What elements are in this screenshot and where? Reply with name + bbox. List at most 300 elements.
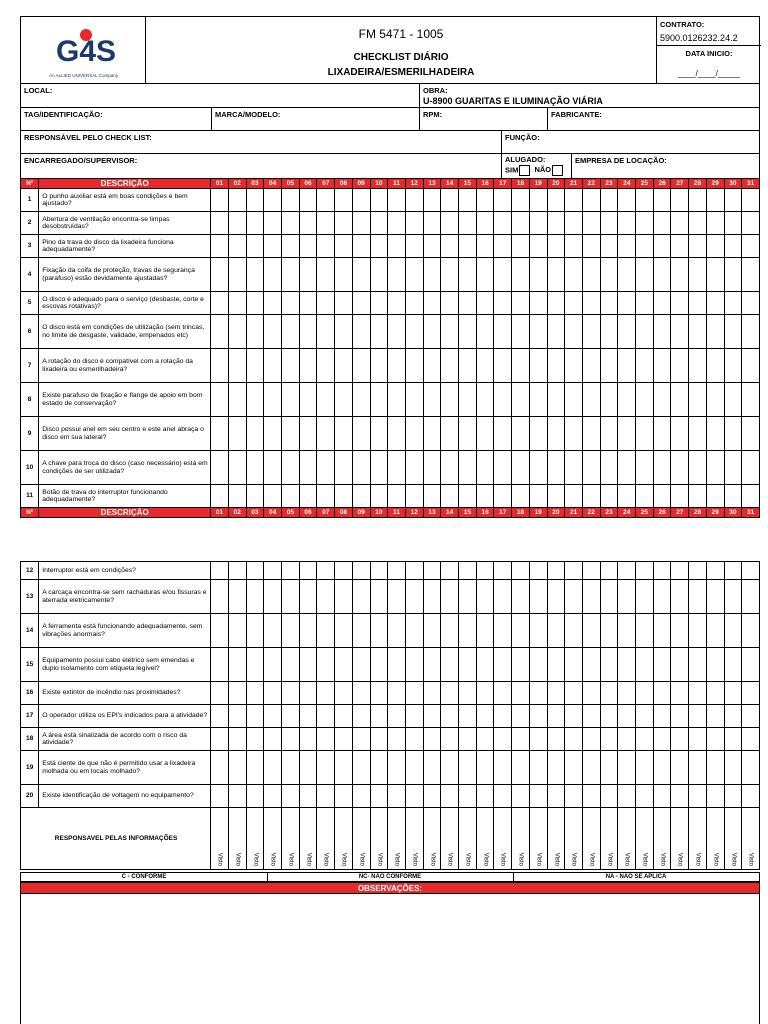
day-check-cell[interactable] — [671, 648, 689, 682]
day-check-cell[interactable] — [653, 258, 671, 292]
day-check-cell[interactable] — [689, 417, 707, 451]
day-check-cell[interactable] — [529, 580, 547, 614]
day-check-cell[interactable] — [211, 614, 229, 648]
day-check-cell[interactable] — [211, 451, 229, 485]
day-check-cell[interactable] — [228, 292, 246, 315]
day-check-cell[interactable] — [441, 728, 459, 751]
day-check-cell[interactable] — [724, 751, 742, 785]
day-check-cell[interactable] — [388, 292, 406, 315]
day-check-cell[interactable] — [742, 705, 760, 728]
day-check-cell[interactable] — [352, 212, 370, 235]
day-check-cell[interactable] — [600, 451, 618, 485]
day-check-cell[interactable] — [299, 785, 317, 808]
day-check-cell[interactable] — [352, 235, 370, 258]
day-check-cell[interactable] — [565, 451, 583, 485]
day-check-cell[interactable] — [228, 349, 246, 383]
day-check-cell[interactable] — [211, 580, 229, 614]
day-check-cell[interactable] — [335, 417, 353, 451]
day-check-cell[interactable] — [264, 580, 282, 614]
day-check-cell[interactable] — [388, 451, 406, 485]
day-check-cell[interactable] — [565, 258, 583, 292]
day-check-cell[interactable] — [653, 580, 671, 614]
day-check-cell[interactable] — [211, 562, 229, 580]
day-check-cell[interactable] — [441, 485, 459, 508]
day-check-cell[interactable] — [582, 258, 600, 292]
day-check-cell[interactable] — [388, 580, 406, 614]
day-check-cell[interactable] — [476, 751, 494, 785]
day-check-cell[interactable] — [335, 349, 353, 383]
visto-cell[interactable] — [388, 808, 406, 870]
day-check-cell[interactable] — [671, 614, 689, 648]
day-check-cell[interactable] — [441, 705, 459, 728]
day-check-cell[interactable] — [706, 189, 724, 212]
day-check-cell[interactable] — [228, 751, 246, 785]
day-check-cell[interactable] — [689, 562, 707, 580]
day-check-cell[interactable] — [582, 235, 600, 258]
day-check-cell[interactable] — [512, 235, 530, 258]
day-check-cell[interactable] — [405, 648, 423, 682]
day-check-cell[interactable] — [459, 485, 477, 508]
day-check-cell[interactable] — [352, 614, 370, 648]
day-check-cell[interactable] — [689, 258, 707, 292]
day-check-cell[interactable] — [246, 705, 264, 728]
day-check-cell[interactable] — [370, 580, 388, 614]
day-check-cell[interactable] — [281, 349, 299, 383]
day-check-cell[interactable] — [459, 258, 477, 292]
day-check-cell[interactable] — [228, 451, 246, 485]
day-check-cell[interactable] — [653, 785, 671, 808]
day-check-cell[interactable] — [671, 349, 689, 383]
day-check-cell[interactable] — [423, 212, 441, 235]
day-check-cell[interactable] — [512, 417, 530, 451]
day-check-cell[interactable] — [352, 682, 370, 705]
day-check-cell[interactable] — [299, 705, 317, 728]
day-check-cell[interactable] — [494, 614, 512, 648]
sim-checkbox[interactable] — [519, 165, 530, 176]
day-check-cell[interactable] — [441, 785, 459, 808]
day-check-cell[interactable] — [281, 383, 299, 417]
day-check-cell[interactable] — [529, 292, 547, 315]
day-check-cell[interactable] — [512, 682, 530, 705]
visto-cell[interactable] — [476, 808, 494, 870]
day-check-cell[interactable] — [653, 315, 671, 349]
day-check-cell[interactable] — [423, 292, 441, 315]
day-check-cell[interactable] — [317, 751, 335, 785]
day-check-cell[interactable] — [335, 189, 353, 212]
day-check-cell[interactable] — [211, 705, 229, 728]
day-check-cell[interactable] — [618, 451, 636, 485]
day-check-cell[interactable] — [370, 258, 388, 292]
day-check-cell[interactable] — [459, 189, 477, 212]
day-check-cell[interactable] — [636, 292, 654, 315]
day-check-cell[interactable] — [281, 189, 299, 212]
day-check-cell[interactable] — [264, 705, 282, 728]
day-check-cell[interactable] — [636, 189, 654, 212]
day-check-cell[interactable] — [706, 751, 724, 785]
day-check-cell[interactable] — [476, 383, 494, 417]
day-check-cell[interactable] — [653, 728, 671, 751]
day-check-cell[interactable] — [706, 258, 724, 292]
day-check-cell[interactable] — [441, 235, 459, 258]
day-check-cell[interactable] — [724, 728, 742, 751]
day-check-cell[interactable] — [281, 451, 299, 485]
day-check-cell[interactable] — [299, 315, 317, 349]
day-check-cell[interactable] — [423, 235, 441, 258]
day-check-cell[interactable] — [370, 705, 388, 728]
day-check-cell[interactable] — [653, 705, 671, 728]
day-check-cell[interactable] — [264, 315, 282, 349]
day-check-cell[interactable] — [512, 349, 530, 383]
day-check-cell[interactable] — [228, 485, 246, 508]
day-check-cell[interactable] — [405, 705, 423, 728]
day-check-cell[interactable] — [299, 292, 317, 315]
day-check-cell[interactable] — [706, 485, 724, 508]
nao-checkbox[interactable] — [552, 165, 563, 176]
day-check-cell[interactable] — [494, 189, 512, 212]
day-check-cell[interactable] — [441, 189, 459, 212]
day-check-cell[interactable] — [459, 315, 477, 349]
day-check-cell[interactable] — [264, 728, 282, 751]
visto-cell[interactable] — [724, 808, 742, 870]
day-check-cell[interactable] — [211, 417, 229, 451]
day-check-cell[interactable] — [724, 315, 742, 349]
day-check-cell[interactable] — [742, 485, 760, 508]
day-check-cell[interactable] — [352, 292, 370, 315]
day-check-cell[interactable] — [494, 258, 512, 292]
day-check-cell[interactable] — [706, 212, 724, 235]
day-check-cell[interactable] — [689, 189, 707, 212]
day-check-cell[interactable] — [582, 751, 600, 785]
visto-cell[interactable] — [423, 808, 441, 870]
day-check-cell[interactable] — [636, 235, 654, 258]
day-check-cell[interactable] — [281, 648, 299, 682]
day-check-cell[interactable] — [228, 212, 246, 235]
day-check-cell[interactable] — [299, 349, 317, 383]
day-check-cell[interactable] — [582, 383, 600, 417]
day-check-cell[interactable] — [565, 212, 583, 235]
day-check-cell[interactable] — [529, 349, 547, 383]
day-check-cell[interactable] — [618, 258, 636, 292]
day-check-cell[interactable] — [706, 580, 724, 614]
day-check-cell[interactable] — [512, 648, 530, 682]
day-check-cell[interactable] — [582, 212, 600, 235]
day-check-cell[interactable] — [582, 315, 600, 349]
day-check-cell[interactable] — [653, 417, 671, 451]
day-check-cell[interactable] — [476, 785, 494, 808]
day-check-cell[interactable] — [689, 751, 707, 785]
day-check-cell[interactable] — [370, 682, 388, 705]
day-check-cell[interactable] — [246, 383, 264, 417]
day-check-cell[interactable] — [441, 292, 459, 315]
day-check-cell[interactable] — [547, 751, 565, 785]
day-check-cell[interactable] — [317, 705, 335, 728]
day-check-cell[interactable] — [405, 580, 423, 614]
day-check-cell[interactable] — [317, 562, 335, 580]
day-check-cell[interactable] — [299, 682, 317, 705]
day-check-cell[interactable] — [228, 235, 246, 258]
day-check-cell[interactable] — [618, 728, 636, 751]
day-check-cell[interactable] — [742, 728, 760, 751]
day-check-cell[interactable] — [281, 235, 299, 258]
day-check-cell[interactable] — [671, 212, 689, 235]
day-check-cell[interactable] — [459, 212, 477, 235]
day-check-cell[interactable] — [494, 235, 512, 258]
day-check-cell[interactable] — [211, 785, 229, 808]
day-check-cell[interactable] — [388, 728, 406, 751]
day-check-cell[interactable] — [565, 485, 583, 508]
day-check-cell[interactable] — [618, 383, 636, 417]
day-check-cell[interactable] — [388, 614, 406, 648]
day-check-cell[interactable] — [494, 682, 512, 705]
day-check-cell[interactable] — [246, 728, 264, 751]
day-check-cell[interactable] — [352, 705, 370, 728]
day-check-cell[interactable] — [441, 349, 459, 383]
day-check-cell[interactable] — [441, 648, 459, 682]
day-check-cell[interactable] — [281, 258, 299, 292]
day-check-cell[interactable] — [476, 315, 494, 349]
day-check-cell[interactable] — [317, 292, 335, 315]
day-check-cell[interactable] — [706, 315, 724, 349]
day-check-cell[interactable] — [724, 682, 742, 705]
day-check-cell[interactable] — [636, 562, 654, 580]
day-check-cell[interactable] — [405, 614, 423, 648]
day-check-cell[interactable] — [246, 580, 264, 614]
day-check-cell[interactable] — [636, 648, 654, 682]
day-check-cell[interactable] — [335, 614, 353, 648]
day-check-cell[interactable] — [459, 292, 477, 315]
day-check-cell[interactable] — [370, 562, 388, 580]
day-check-cell[interactable] — [228, 682, 246, 705]
day-check-cell[interactable] — [742, 648, 760, 682]
day-check-cell[interactable] — [264, 383, 282, 417]
day-check-cell[interactable] — [476, 349, 494, 383]
day-check-cell[interactable] — [423, 485, 441, 508]
day-check-cell[interactable] — [671, 728, 689, 751]
day-check-cell[interactable] — [388, 751, 406, 785]
day-check-cell[interactable] — [441, 383, 459, 417]
day-check-cell[interactable] — [724, 580, 742, 614]
day-check-cell[interactable] — [582, 682, 600, 705]
day-check-cell[interactable] — [335, 212, 353, 235]
day-check-cell[interactable] — [618, 580, 636, 614]
day-check-cell[interactable] — [512, 751, 530, 785]
day-check-cell[interactable] — [724, 235, 742, 258]
day-check-cell[interactable] — [352, 785, 370, 808]
day-check-cell[interactable] — [724, 189, 742, 212]
day-check-cell[interactable] — [689, 451, 707, 485]
day-check-cell[interactable] — [689, 728, 707, 751]
day-check-cell[interactable] — [299, 189, 317, 212]
day-check-cell[interactable] — [228, 383, 246, 417]
day-check-cell[interactable] — [653, 212, 671, 235]
day-check-cell[interactable] — [335, 235, 353, 258]
day-check-cell[interactable] — [423, 705, 441, 728]
day-check-cell[interactable] — [706, 349, 724, 383]
day-check-cell[interactable] — [246, 315, 264, 349]
day-check-cell[interactable] — [423, 562, 441, 580]
day-check-cell[interactable] — [618, 485, 636, 508]
day-check-cell[interactable] — [405, 785, 423, 808]
day-check-cell[interactable] — [317, 315, 335, 349]
day-check-cell[interactable] — [370, 189, 388, 212]
day-check-cell[interactable] — [653, 562, 671, 580]
day-check-cell[interactable] — [706, 614, 724, 648]
day-check-cell[interactable] — [494, 383, 512, 417]
day-check-cell[interactable] — [459, 580, 477, 614]
day-check-cell[interactable] — [423, 785, 441, 808]
day-check-cell[interactable] — [264, 451, 282, 485]
day-check-cell[interactable] — [476, 451, 494, 485]
day-check-cell[interactable] — [724, 451, 742, 485]
day-check-cell[interactable] — [476, 580, 494, 614]
day-check-cell[interactable] — [724, 212, 742, 235]
day-check-cell[interactable] — [281, 614, 299, 648]
day-check-cell[interactable] — [547, 614, 565, 648]
day-check-cell[interactable] — [228, 315, 246, 349]
day-check-cell[interactable] — [706, 705, 724, 728]
day-check-cell[interactable] — [211, 189, 229, 212]
visto-cell[interactable] — [618, 808, 636, 870]
day-check-cell[interactable] — [423, 614, 441, 648]
day-check-cell[interactable] — [441, 212, 459, 235]
day-check-cell[interactable] — [317, 235, 335, 258]
day-check-cell[interactable] — [582, 189, 600, 212]
day-check-cell[interactable] — [228, 705, 246, 728]
day-check-cell[interactable] — [724, 705, 742, 728]
day-check-cell[interactable] — [618, 212, 636, 235]
day-check-cell[interactable] — [459, 451, 477, 485]
day-check-cell[interactable] — [582, 785, 600, 808]
day-check-cell[interactable] — [512, 614, 530, 648]
day-check-cell[interactable] — [317, 451, 335, 485]
day-check-cell[interactable] — [582, 728, 600, 751]
day-check-cell[interactable] — [317, 485, 335, 508]
day-check-cell[interactable] — [600, 315, 618, 349]
day-check-cell[interactable] — [388, 258, 406, 292]
day-check-cell[interactable] — [352, 451, 370, 485]
day-check-cell[interactable] — [671, 751, 689, 785]
day-check-cell[interactable] — [671, 785, 689, 808]
day-check-cell[interactable] — [459, 648, 477, 682]
day-check-cell[interactable] — [423, 315, 441, 349]
day-check-cell[interactable] — [370, 648, 388, 682]
day-check-cell[interactable] — [618, 785, 636, 808]
day-check-cell[interactable] — [476, 562, 494, 580]
visto-cell[interactable] — [671, 808, 689, 870]
day-check-cell[interactable] — [706, 451, 724, 485]
day-check-cell[interactable] — [565, 383, 583, 417]
day-check-cell[interactable] — [494, 580, 512, 614]
day-check-cell[interactable] — [352, 258, 370, 292]
day-check-cell[interactable] — [724, 648, 742, 682]
day-check-cell[interactable] — [653, 292, 671, 315]
day-check-cell[interactable] — [352, 349, 370, 383]
day-check-cell[interactable] — [600, 189, 618, 212]
day-check-cell[interactable] — [706, 292, 724, 315]
day-check-cell[interactable] — [600, 580, 618, 614]
day-check-cell[interactable] — [246, 562, 264, 580]
day-check-cell[interactable] — [565, 682, 583, 705]
day-check-cell[interactable] — [529, 785, 547, 808]
day-check-cell[interactable] — [246, 751, 264, 785]
day-check-cell[interactable] — [547, 258, 565, 292]
day-check-cell[interactable] — [281, 682, 299, 705]
day-check-cell[interactable] — [671, 383, 689, 417]
day-check-cell[interactable] — [512, 258, 530, 292]
day-check-cell[interactable] — [264, 417, 282, 451]
day-check-cell[interactable] — [724, 292, 742, 315]
day-check-cell[interactable] — [441, 562, 459, 580]
day-check-cell[interactable] — [405, 258, 423, 292]
day-check-cell[interactable] — [494, 728, 512, 751]
day-check-cell[interactable] — [388, 235, 406, 258]
day-check-cell[interactable] — [352, 751, 370, 785]
day-check-cell[interactable] — [211, 258, 229, 292]
day-check-cell[interactable] — [742, 562, 760, 580]
day-check-cell[interactable] — [370, 785, 388, 808]
day-check-cell[interactable] — [636, 315, 654, 349]
day-check-cell[interactable] — [618, 292, 636, 315]
day-check-cell[interactable] — [742, 614, 760, 648]
day-check-cell[interactable] — [405, 292, 423, 315]
day-check-cell[interactable] — [547, 189, 565, 212]
day-check-cell[interactable] — [529, 383, 547, 417]
day-check-cell[interactable] — [636, 614, 654, 648]
day-check-cell[interactable] — [529, 258, 547, 292]
day-check-cell[interactable] — [706, 682, 724, 705]
day-check-cell[interactable] — [228, 728, 246, 751]
day-check-cell[interactable] — [529, 315, 547, 349]
day-check-cell[interactable] — [246, 292, 264, 315]
day-check-cell[interactable] — [441, 451, 459, 485]
day-check-cell[interactable] — [529, 705, 547, 728]
day-check-cell[interactable] — [671, 189, 689, 212]
day-check-cell[interactable] — [512, 383, 530, 417]
day-check-cell[interactable] — [317, 614, 335, 648]
day-check-cell[interactable] — [405, 417, 423, 451]
day-check-cell[interactable] — [228, 614, 246, 648]
day-check-cell[interactable] — [565, 648, 583, 682]
day-check-cell[interactable] — [352, 562, 370, 580]
day-check-cell[interactable] — [281, 212, 299, 235]
day-check-cell[interactable] — [281, 785, 299, 808]
day-check-cell[interactable] — [335, 728, 353, 751]
day-check-cell[interactable] — [600, 562, 618, 580]
day-check-cell[interactable] — [335, 682, 353, 705]
day-check-cell[interactable] — [211, 485, 229, 508]
visto-cell[interactable] — [653, 808, 671, 870]
day-check-cell[interactable] — [459, 562, 477, 580]
day-check-cell[interactable] — [317, 785, 335, 808]
visto-cell[interactable] — [370, 808, 388, 870]
day-check-cell[interactable] — [476, 417, 494, 451]
day-check-cell[interactable] — [636, 258, 654, 292]
day-check-cell[interactable] — [352, 580, 370, 614]
day-check-cell[interactable] — [671, 235, 689, 258]
day-check-cell[interactable] — [689, 485, 707, 508]
day-check-cell[interactable] — [494, 349, 512, 383]
day-check-cell[interactable] — [724, 417, 742, 451]
day-check-cell[interactable] — [706, 562, 724, 580]
day-check-cell[interactable] — [441, 580, 459, 614]
day-check-cell[interactable] — [618, 705, 636, 728]
day-check-cell[interactable] — [689, 212, 707, 235]
day-check-cell[interactable] — [388, 189, 406, 212]
visto-cell[interactable] — [352, 808, 370, 870]
day-check-cell[interactable] — [742, 292, 760, 315]
day-check-cell[interactable] — [264, 682, 282, 705]
day-check-cell[interactable] — [706, 417, 724, 451]
